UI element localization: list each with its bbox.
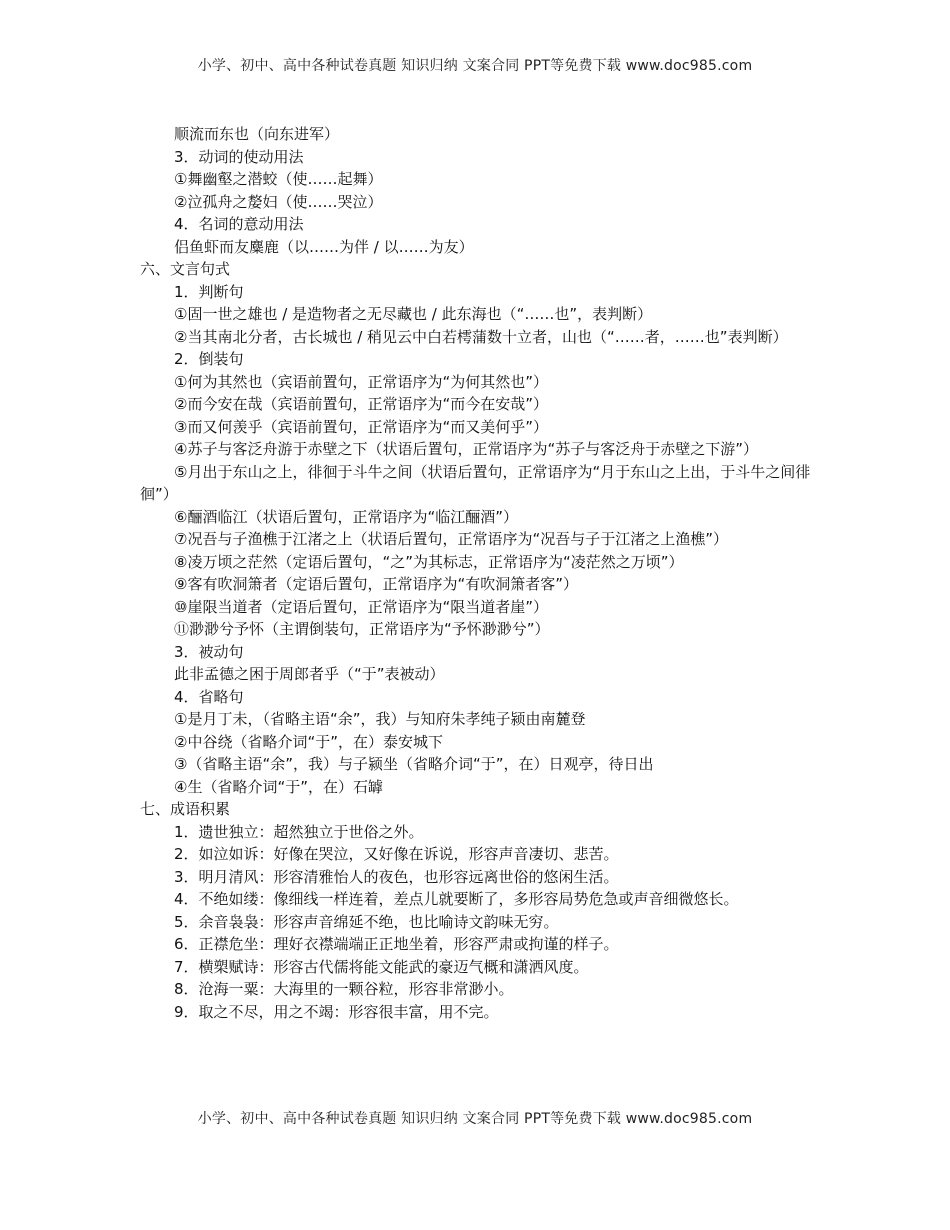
text-line: ②中谷绕（省略介词“于”，在）泰安城下 <box>174 732 443 751</box>
text-line: 8．沧海一粟：大海里的一颗谷粒，形容非常渺小。 <box>174 980 514 998</box>
text-line: ①固一世之雄也 / 是造物者之无尽藏也 / 此东海也（“……也”，表判断） <box>174 305 653 323</box>
text-line: ⑧凌万顷之茫然（定语后置句，“之”为其标志，正常语序为“凌茫然之万顷”） <box>174 552 684 571</box>
text-line: 3．被动句 <box>174 642 244 661</box>
text-line: 6．正襟危坐：理好衣襟端端正正地坐着，形容严肃或拘谨的样子。 <box>174 935 619 953</box>
text-line: 3．明月清风：形容清雅怡人的夜色，也形容远离世俗的悠闲生活。 <box>174 867 619 886</box>
document-body <box>140 123 820 1023</box>
text-line: ⑩崖限当道者（定语后置句，正常语序为“限当道者崖”） <box>174 597 548 616</box>
text-line: ③而又何羡乎（宾语前置句，正常语序为“而又美何乎”） <box>174 417 548 436</box>
section-heading: 七、成语积累 <box>140 800 231 818</box>
text-line: 2．倒装句 <box>174 350 244 368</box>
page-header: 小学、初中、高中各种试卷真题 知识归纳 文案合同 PPT等免费下载 www.doc985.com <box>197 58 753 74</box>
section-heading: 六、文言句式 <box>140 260 231 278</box>
text-line: 9．取之不尽，用之不竭：形容很丰富，用不完。 <box>174 1002 499 1021</box>
page-footer: 小学、初中、高中各种试卷真题 知识归纳 文案合同 PPT等免费下载 www.doc985.com <box>197 1111 753 1127</box>
text-line: 4．不绝如缕：像细线一样连着，差点儿就要断了，多形容局势危急或声音细微悠长。 <box>174 890 739 908</box>
text-line: ⑪渺渺兮予怀（主谓倒装句，正常语序为“予怀渺渺兮”） <box>174 620 550 638</box>
text-line: ④苏子与客泛舟游于赤壁之下（状语后置句，正常语序为“苏子与客泛舟于赤壁之下游”） <box>174 440 758 458</box>
text-line: ①舞幽壑之潜蛟（使……起舞） <box>174 170 383 188</box>
text-line: ⑤月出于东山之上，徘徊于斗牛之间（状语后置句，正常语序为“月于东山之上出，于斗牛之间徘徊”） <box>140 462 811 503</box>
text-line: ②当其南北分者，古长城也 / 稍见云中白若樗蒲数十立者，山也（“……者，……也”表判断） <box>174 327 788 346</box>
text-line: ③（省略主语“余”，我）与子颍坐（省略介词“于”，在）日观亭，待日出 <box>174 755 654 773</box>
text-line: 此非孟德之困于周郎者乎（“于”表被动） <box>174 665 445 683</box>
text-line: 7．横槊赋诗：形容古代儒将能文能武的豪迈气概和潇洒风度。 <box>174 957 589 976</box>
text-line: ②而今安在哉（宾语前置句，正常语序为“而今在安哉”） <box>174 395 548 413</box>
text-line: 1．遗世独立：超然独立于世俗之外。 <box>174 822 424 841</box>
text-line: 3．动词的使动用法 <box>174 147 304 166</box>
text-line: 侣鱼虾而友麋鹿（以……为伴 / 以……为友） <box>174 237 474 256</box>
text-line: ①是月丁未，（省略主语“余”，我）与知府朱孝纯子颍由南麓登 <box>174 710 586 728</box>
text-line: ⑥酾酒临江（状语后置句，正常语序为“临江酾酒”） <box>174 507 518 526</box>
text-line: ⑦况吾与子渔樵于江渚之上（状语后置句，正常语序为“况吾与子于江渚之上渔樵”） <box>174 530 728 548</box>
text-line: ①何为其然也（宾语前置句，正常语序为“为何其然也”） <box>174 372 548 391</box>
text-line: ②泣孤舟之嫠妇（使……哭泣） <box>174 192 383 211</box>
text-line: ④生（省略介词“于”，在）石罅 <box>174 777 383 796</box>
text-line: 2．如泣如诉：好像在哭泣，又好像在诉说，形容声音凄切、悲苦。 <box>174 845 619 863</box>
text-line: 1．判断句 <box>174 282 244 301</box>
text-line: 5．余音袅袅：形容声音绵延不绝，也比喻诗文韵味无穷。 <box>174 912 559 931</box>
text-line: 4．省略句 <box>174 687 244 706</box>
text-line: ⑨客有吹洞箫者（定语后置句，正常语序为“有吹洞箫者客”） <box>174 575 578 593</box>
text-line: 顺流而东也（向东进军） <box>174 125 340 143</box>
text-line: 4．名词的意动用法 <box>174 215 304 233</box>
